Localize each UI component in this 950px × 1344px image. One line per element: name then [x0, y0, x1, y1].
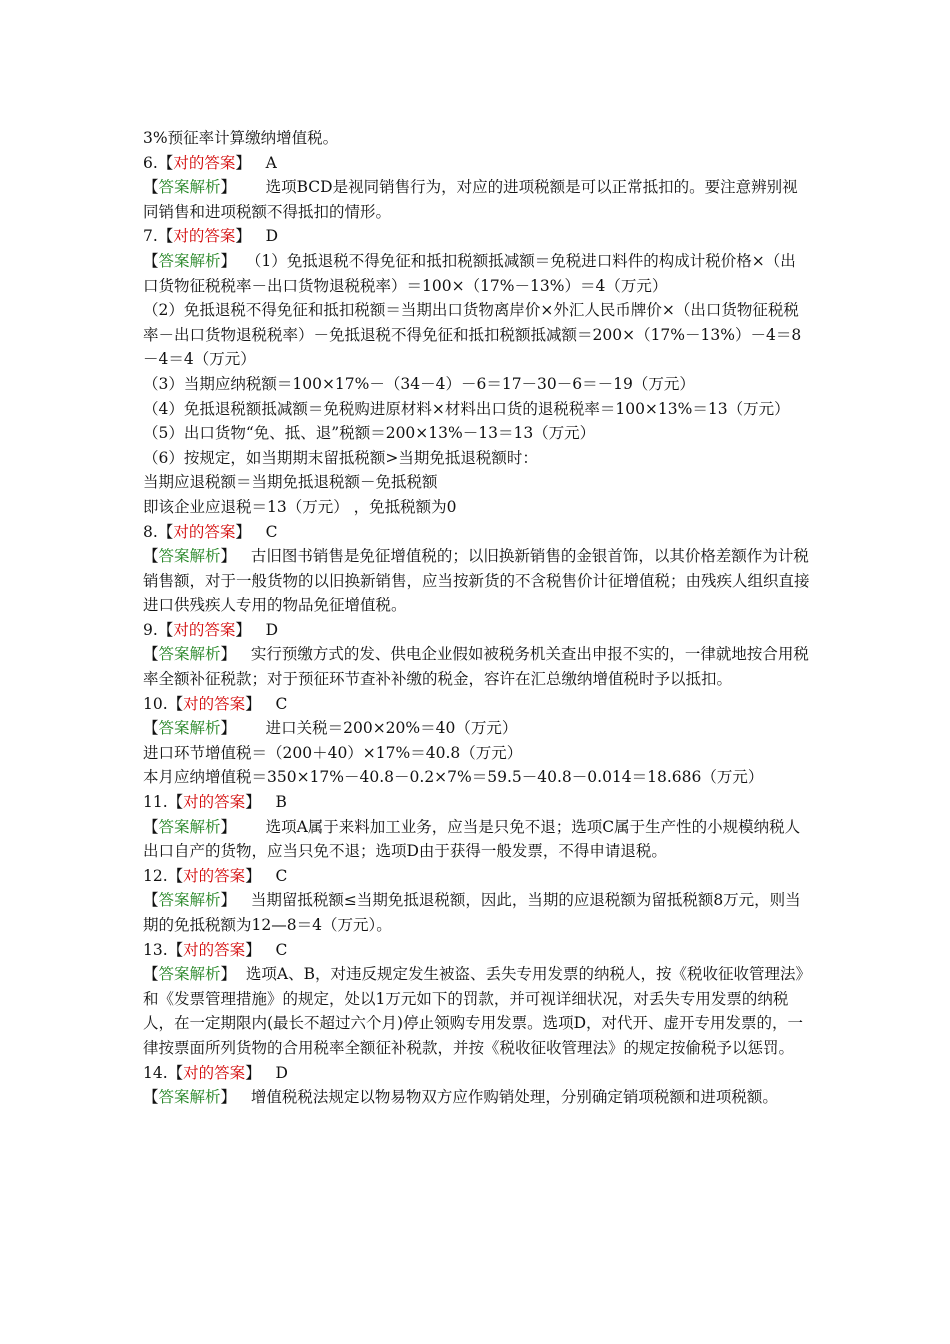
answer-line-10: 10.【对的答案】 C	[143, 694, 288, 713]
answer-line-13: 13.【对的答案】 C	[143, 940, 288, 959]
correct-answer-label: 对的答案	[183, 694, 246, 713]
question-number: 6.	[143, 153, 158, 172]
text-line: （5）出口货物“免、抵、退”税额＝200×13%－13＝13（万元）	[143, 424, 596, 443]
answer-letter: D	[265, 620, 279, 639]
text-line: （4）免抵退税额抵减额＝免税购进原材料×材料出口货的退税税率＝100×13%＝13（万元）	[143, 399, 790, 418]
answer-letter: C	[275, 694, 288, 713]
explanation-text: 古旧图书销售是免征增值税的；以旧换新销售的金银首饰，以其价格差额作为计税销售额，对于一般货物的以旧换新销售，应当按新货的不含税售价计征增值税；由残疾人组织直接进口供残疾人专用的物品免征增值税。	[143, 547, 810, 615]
explanation-text: 进口关税＝200×20%＝40（万元）	[265, 719, 518, 738]
explanation-11: 【答案解析】 选项A属于来料加工业务，应当是只免不退；选项C属于生产性的小规模纳税人出口自产的货物，应当只免不退；选项D由于获得一般发票，不得申请退税。	[143, 817, 801, 861]
answer-line-12: 12.【对的答案】 C	[143, 866, 288, 885]
text-line: 即该企业应退税＝13（万元） ，免抵税额为0	[143, 497, 457, 516]
explanation-label: 答案解析	[158, 1088, 221, 1107]
explanation-10: 【答案解析】 进口关税＝200×20%＝40（万元）	[143, 719, 518, 738]
text-line: （2）免抵退税不得免征和抵扣税额＝当期出口货物离岸价×外汇人民币牌价×（出口货物征税税率－出口货物退税税率）－免抵退税不得免征和抵扣税额抵减额＝200×（17%－13%）－4＝8－4＝4（万元）	[143, 301, 802, 369]
explanation-text: 当期留抵税额≤当期免抵退税额，因此，当期的应退税额为留抵税额8万元，则当期的免抵税额为12—8＝4（万元）。	[143, 891, 801, 934]
explanation-9: 【答案解析】 实行预缴方式的发、供电企业假如被税务机关查出申报不实的，一律就地按合用税率全额补征税款；对于预征环节查补补缴的税金，容许在汇总缴纳增值税时予以抵扣。	[143, 645, 809, 689]
correct-answer-label: 对的答案	[183, 940, 246, 959]
correct-answer-label: 对的答案	[173, 227, 236, 246]
text-line: 进口环节增值税＝（200＋40）×17%＝40.8（万元）	[143, 743, 523, 762]
correct-answer-label: 对的答案	[183, 1063, 246, 1082]
explanation-label: 答案解析	[158, 645, 221, 664]
explanation-text: 选项BCD是视同销售行为，对应的进项税额是可以正常抵扣的。要注意辨别视同销售和进项税额不得抵扣的情形。	[143, 178, 798, 221]
explanation-8: 【答案解析】 古旧图书销售是免征增值税的；以旧换新销售的金银首饰，以其价格差额作为计税销售额，对于一般货物的以旧换新销售，应当按新货的不含税售价计征增值税；由残疾人组织直接进口供残疾人专用的物品免征增值税。	[143, 547, 810, 615]
answer-letter: C	[275, 940, 288, 959]
explanation-label: 答案解析	[158, 251, 221, 270]
explanation-label: 答案解析	[158, 178, 221, 197]
correct-answer-label: 对的答案	[173, 620, 236, 639]
explanation-label: 答案解析	[158, 719, 221, 738]
correct-answer-label: 对的答案	[183, 866, 246, 885]
explanation-text: 增值税税法规定以物易物双方应作购销处理，分别确定销项税额和进项税额。	[250, 1088, 778, 1107]
text-line: 3%预征率计算缴纳增值税。	[143, 129, 339, 147]
explanation-text: 选项A、B，对违反规定发生被盗、丢失专用发票的纳税人，按《税收征收管理法》和《发票管理措施》的规定，处以1万元如下的罚款，并可视详细状况，对丢失专用发票的纳税人，在一定期限内(最长不超过六个月)停止领购专用发票。选项D，对代开、虚开专用发票的，一律按票面所列货物的合用税率全额征补税款，并按《税收征收管理法》的规定按偷税予以惩罚。	[143, 965, 811, 1057]
answer-line-14: 14.【对的答案】 D	[143, 1063, 288, 1082]
question-number: 13.	[143, 940, 168, 959]
explanation-label: 答案解析	[158, 891, 221, 910]
text-line: 当期应退税额＝当期免抵退税额－免抵税额	[143, 473, 438, 492]
correct-answer-label: 对的答案	[183, 793, 246, 812]
text-line: （3）当期应纳税额＝100×17%－（34－4）－6＝17－30－6＝－19（万元）	[143, 374, 695, 393]
question-number: 11.	[143, 793, 168, 812]
answer-line-7: 7.【对的答案】 D	[143, 227, 279, 246]
answer-line-8: 8.【对的答案】 C	[143, 522, 278, 541]
question-number: 14.	[143, 1063, 168, 1082]
explanation-6: 【答案解析】 选项BCD是视同销售行为，对应的进项税额是可以正常抵扣的。要注意辨别视同销售和进项税额不得抵扣的情形。	[143, 178, 798, 221]
answer-letter: C	[265, 522, 278, 541]
answer-line-11: 11.【对的答案】 B	[143, 793, 287, 812]
answer-letter: B	[275, 793, 287, 812]
answer-letter: A	[265, 153, 277, 172]
explanation-text: 实行预缴方式的发、供电企业假如被税务机关查出申报不实的，一律就地按合用税率全额补征税款；对于预征环节查补补缴的税金，容许在汇总缴纳增值税时予以抵扣。	[143, 645, 809, 689]
explanation-14: 【答案解析】 增值税税法规定以物易物双方应作购销处理，分别确定销项税额和进项税额。	[143, 1088, 778, 1107]
answer-key-content	[143, 126, 811, 1110]
answer-letter: D	[275, 1063, 288, 1082]
text-line: 本月应纳增值税＝350×17%－40.8－0.2×7%＝59.5－40.8－0.014＝18.686（万元）	[143, 768, 764, 787]
answer-line-9: 9.【对的答案】 D	[143, 620, 279, 639]
explanation-label: 答案解析	[158, 965, 221, 984]
question-number: 12.	[143, 866, 168, 885]
answer-letter: D	[265, 227, 279, 246]
explanation-text: （1）免抵退税不得免征和抵扣税额抵减额＝免税进口料件的构成计税价格×（出口货物征税税率－出口货物退税税率）＝100×（17%－13%）＝4（万元）	[143, 251, 796, 295]
answer-letter: C	[275, 866, 288, 885]
explanation-13: 【答案解析】 选项A、B，对违反规定发生被盗、丢失专用发票的纳税人，按《税收征收管理法》和《发票管理措施》的规定，处以1万元如下的罚款，并可视详细状况，对丢失专用发票的纳税人，在一定期限内(最长不超过六个月)停止领购专用发票。选项D，对代开、虚开专用发票的，一律按票面所列货物的合用税率全额征补税款，并按《税收征收管理法》的规定按偷税予以惩罚。	[143, 965, 811, 1057]
answer-line-6: 6.【对的答案】 A	[143, 153, 277, 172]
correct-answer-label: 对的答案	[173, 153, 236, 172]
explanation-label: 答案解析	[158, 547, 221, 566]
correct-answer-label: 对的答案	[173, 522, 236, 541]
question-number: 8.	[143, 522, 158, 541]
question-number: 9.	[143, 620, 158, 639]
question-number: 10.	[143, 694, 168, 713]
explanation-12: 【答案解析】 当期留抵税额≤当期免抵退税额，因此，当期的应退税额为留抵税额8万元，则当期的免抵税额为12—8＝4（万元）。	[143, 891, 801, 934]
question-number: 7.	[143, 227, 158, 246]
explanation-7: 【答案解析】 （1）免抵退税不得免征和抵扣税额抵减额＝免税进口料件的构成计税价格×（出口货物征税税率－出口货物退税税率）＝100×（17%－13%）＝4（万元）	[143, 251, 796, 295]
explanation-text: 选项A属于来料加工业务，应当是只免不退；选项C属于生产性的小规模纳税人出口自产的货物，应当只免不退；选项D由于获得一般发票，不得申请退税。	[143, 817, 801, 861]
explanation-label: 答案解析	[158, 817, 221, 836]
text-line: （6）按规定，如当期期末留抵税额>当期免抵退税额时：	[143, 448, 538, 467]
